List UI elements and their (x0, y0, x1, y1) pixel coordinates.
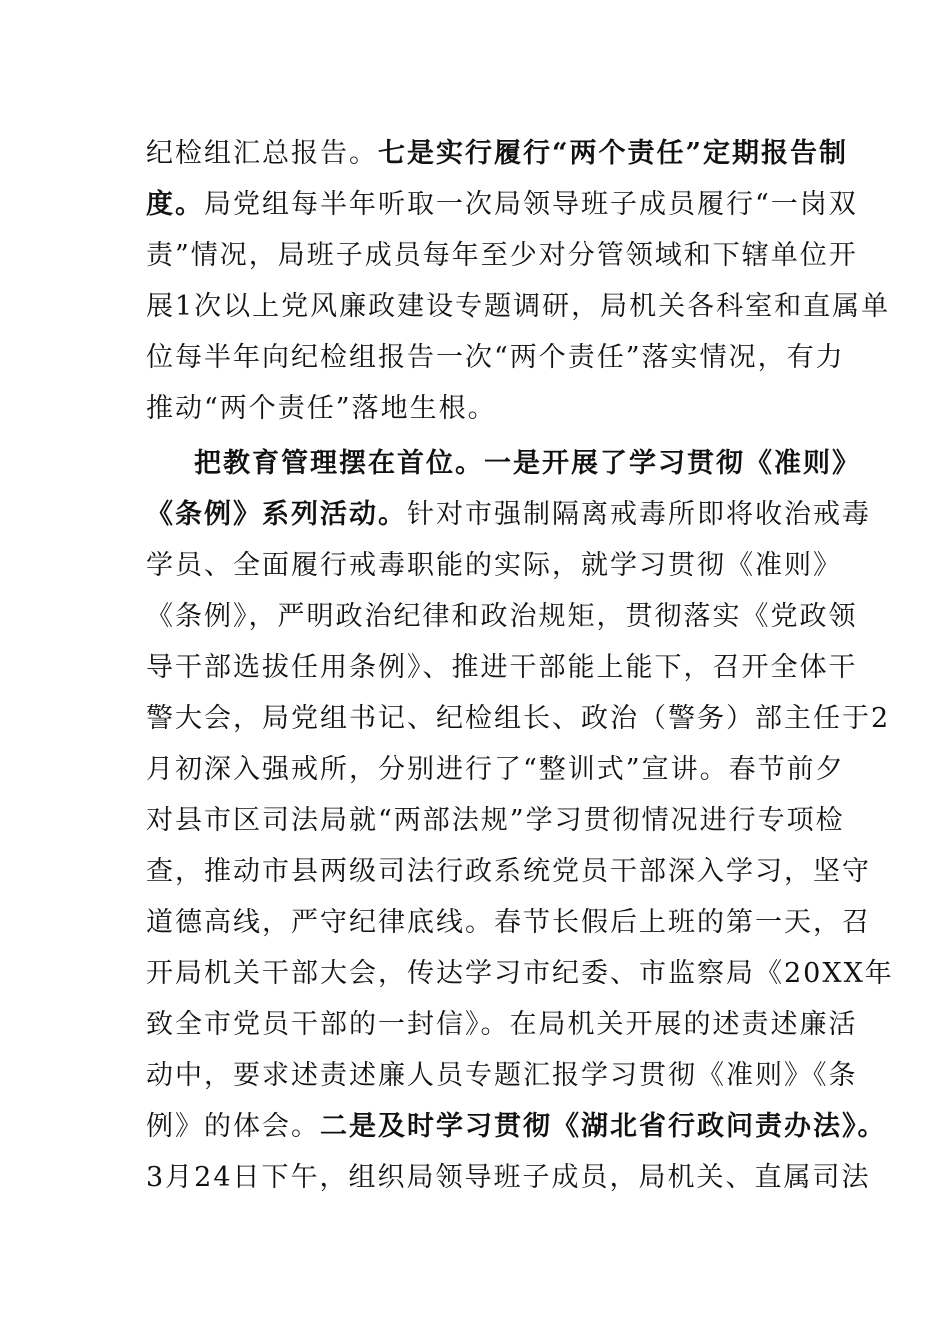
text-run: 学员、全面履行戒毒职能的实际，就学习贯彻《准则》 (146, 550, 842, 581)
text-run: 道德高线，严守纪律底线。春节长假后上班的第一天，召 (146, 907, 871, 938)
bold-heading-run: 《条例》系列活动。 (146, 499, 407, 530)
text-run: 纪检组汇总报告。 (146, 138, 378, 169)
text-line (146, 897, 871, 948)
paragraph-reporting-system (146, 128, 891, 434)
text-line (146, 591, 858, 642)
text-run: 例》的体会。 (146, 1111, 320, 1142)
text-line (146, 438, 861, 489)
text-line (146, 489, 871, 540)
text-line (146, 846, 871, 897)
text-line (146, 230, 858, 281)
bold-heading-run: 把教育管理摆在首位。一是开展了学习贯彻《准则》 (194, 448, 861, 479)
text-line (146, 1152, 871, 1203)
text-line (146, 281, 891, 332)
text-run: 月初深入强戒所，分别进行了“整训式”宣讲。春节前夕 (146, 754, 845, 785)
text-line (146, 540, 842, 591)
text-line (146, 179, 858, 230)
text-run: 警大会，局党组书记、纪检组长、政治（警务）部主任于2 (146, 703, 891, 734)
text-run: 导干部选拔任用条例》、推进干部能上能下，召开全体干 (146, 652, 858, 683)
text-line (146, 128, 849, 179)
text-run: 对县市区司法局就“两部法规”学习贯彻情况进行专项检 (146, 805, 845, 836)
text-run: 针对市强制隔离戒毒所即将收治戒毒 (407, 499, 871, 530)
text-line (146, 1101, 887, 1152)
text-line (146, 795, 845, 846)
text-run: 位每半年向纪检组报告一次“两个责任”落实情况，有力 (146, 342, 845, 373)
text-run: 责”情况，局班子成员每年至少对分管领域和下辖单位开 (146, 240, 858, 271)
text-line (146, 948, 894, 999)
text-line (146, 693, 891, 744)
text-run: 查，推动市县两级司法行政系统党员干部深入学习，坚守 (146, 856, 871, 887)
text-line (146, 642, 858, 693)
bold-heading-run: 七是实行履行“两个责任”定期报告制 (378, 138, 849, 169)
text-run: 《条例》，严明政治纪律和政治规矩，贯彻落实《党政领 (146, 601, 858, 632)
text-line (146, 332, 845, 383)
text-run: 局党组每半年听取一次局领导班子成员履行“一岗双 (204, 189, 858, 220)
text-line (146, 744, 845, 795)
paragraph-education-management (146, 438, 894, 1203)
text-run: 推动“两个责任”落地生根。 (146, 393, 497, 424)
text-run: 开局机关干部大会，传达学习市纪委、市监察局《20XX年 (146, 958, 894, 989)
text-line (146, 383, 806, 434)
text-run: 致全市党员干部的一封信》。在局机关开展的述责述廉活 (146, 1009, 858, 1040)
text-line (146, 999, 858, 1050)
text-line (146, 1050, 858, 1101)
bold-heading-run: 度。 (146, 189, 204, 220)
text-run: 展1次以上党风廉政建设专题调研，局机关各科室和直属单 (146, 291, 891, 322)
text-run: 动中，要求述责述廉人员专题汇报学习贯彻《准则》《条 (146, 1060, 858, 1091)
text-run: 3月24日下午，组织局领导班子成员，局机关、直属司法 (146, 1162, 871, 1193)
bold-heading-run: 二是及时学习贯彻《湖北省行政问责办法》。 (320, 1111, 887, 1142)
